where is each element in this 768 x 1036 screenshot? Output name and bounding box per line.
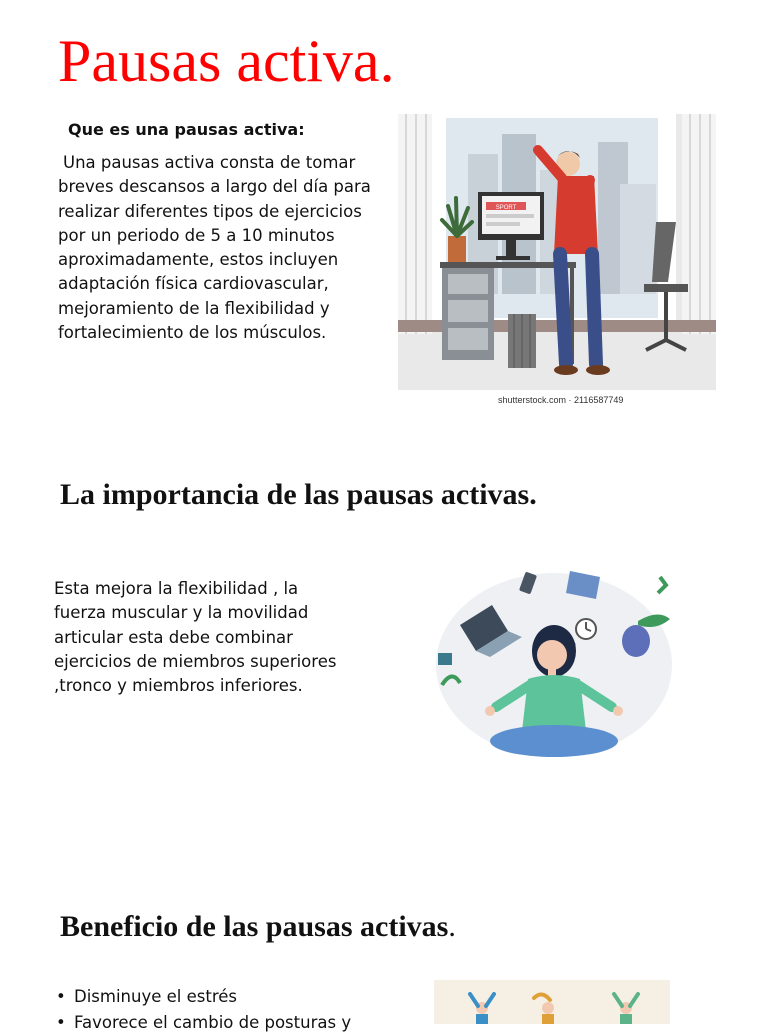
benefits-list <box>56 984 351 1036</box>
section2-paragraph: Esta mejora la flexibilidad , la fuerza muscular y la movilidad articular esta debe combinar ejercicios de miembros superiores ,tronco y miembros inferiores. <box>54 579 337 696</box>
office-stretch-illustration <box>398 114 716 390</box>
section3-heading <box>60 910 456 944</box>
image-credit: shutterstock.com · 2116587749 <box>498 395 624 405</box>
section1-heading: Que es una pausas activa: <box>68 120 305 139</box>
list-item: • Favorece el cambio de posturas y <box>56 1010 351 1036</box>
section3-heading-period: . <box>448 910 456 943</box>
group-exercise-illustration <box>434 980 670 1030</box>
section3-heading-text: Beneficio de las pausas activas <box>60 910 449 943</box>
meditation-illustration <box>430 565 678 763</box>
section2-heading: La importancia de las pausas activas. <box>60 478 537 511</box>
monitor-label: SPORT <box>495 205 517 211</box>
list-item: • Disminuye el estrés <box>56 984 351 1010</box>
page-title: Pausas activa. <box>58 28 395 94</box>
section1-paragraph: Una pausas activa consta de tomar breves descansos a largo del día para realizar diferentes tipos de ejercicios por un periodo de 5 a 10 minutos aproximadamente, estos incluyen adaptación física cardiovascular, mejoramiento de la flexibilidad y fortalecimiento de los músculos. <box>58 153 371 343</box>
